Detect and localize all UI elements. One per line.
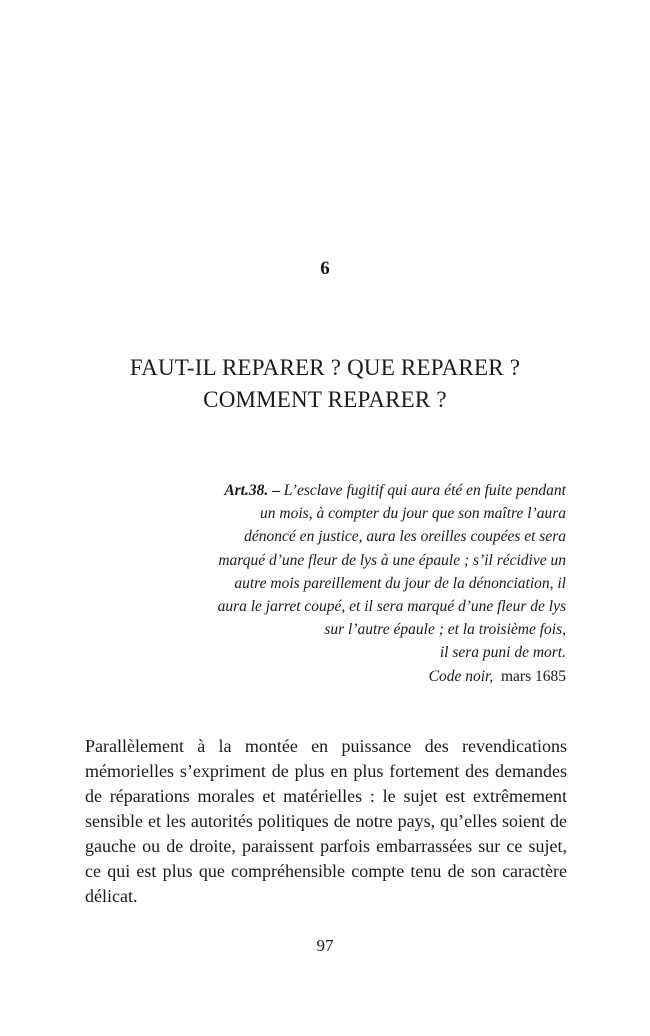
epigraph-date: mars 1685 <box>500 667 566 685</box>
epigraph-line <box>180 479 566 502</box>
epigraph-source: Code noir, <box>428 667 494 685</box>
epigraph-attribution <box>180 665 566 688</box>
epigraph-line: dénoncé en justice, aura les oreilles coupées et sera <box>244 528 566 546</box>
page-number: 97 <box>316 936 334 955</box>
epigraph-line: aura le jarret coupé, et il sera marqué d’une fleur de lys <box>217 598 566 616</box>
epigraph-text: L’esclave fugitif qui aura été en fuite pendant <box>283 482 566 499</box>
chapter-number: 6 <box>320 258 330 279</box>
epigraph-line: un mois, à compter du jour que son maître l’aura <box>260 505 566 523</box>
epigraph-line: marqué d’une fleur de lys à une épaule ; s’il récidive un <box>218 551 566 569</box>
chapter-title-line-2: COMMENT REPARER ? <box>203 387 447 412</box>
chapter-title-line-1: FAUT-IL REPARER ? QUE REPARER ? <box>129 355 521 380</box>
epigraph-line: sur l’autre épaule ; et la troisième fois, <box>324 621 566 639</box>
epigraph <box>180 479 566 688</box>
epigraph-line: il sera puni de mort. <box>439 644 566 662</box>
chapter-title <box>0 352 650 416</box>
epigraph-article-ref: Art.38. – <box>224 482 280 499</box>
epigraph-line: autre mois pareillement du jour de la dénonciation, il <box>234 574 566 592</box>
body-paragraph: Parallèlement à la montée en puissance des revendications mémorielles s’expriment de plus en plus fortement des demandes de réparations morales et matérielles : le sujet est extrêmement sensible et les autorités politiques de notre pays, qu’elles soient de gauche ou de droite, paraissent parfois embarrassées sur ce sujet, ce qui est plus que compréhensible compte tenu de son caractère délicat. <box>85 736 567 906</box>
